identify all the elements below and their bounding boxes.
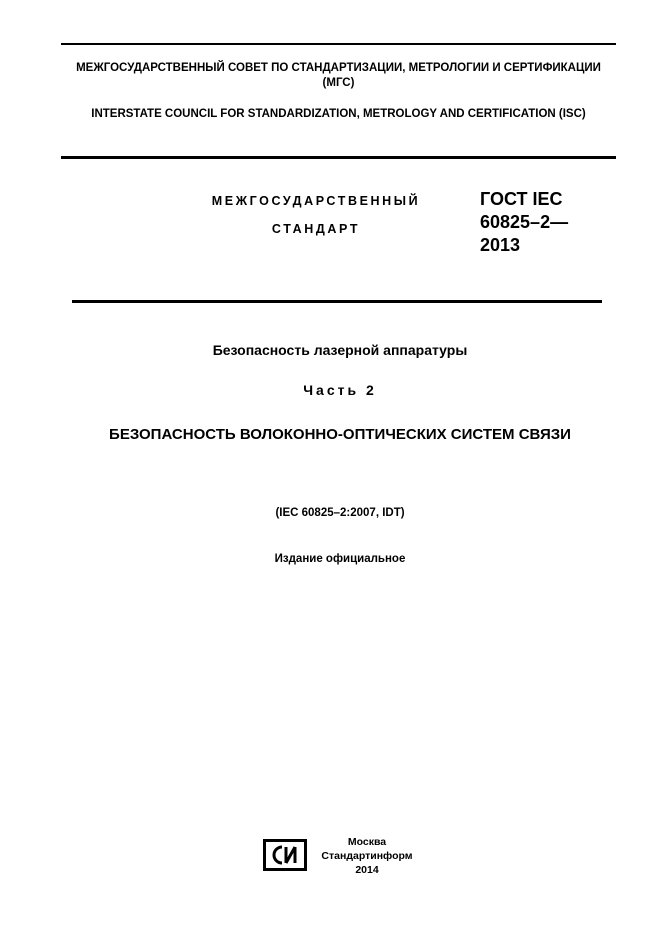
standard-designation [480, 188, 620, 257]
council-name-en: INTERSTATE COUNCIL FOR STANDARDIZATION, METROLOGY AND CERTIFICATION (ISC) [91, 108, 586, 120]
designation-line1: ГОСТ IEC [480, 189, 563, 209]
top-rule [61, 43, 616, 45]
council-name-ru: МЕЖГОСУДАРСТВЕННЫЙ СОВЕТ ПО СТАНДАРТИЗАЦИИ, МЕТРОЛОГИИ И СЕРТИФИКАЦИИ (МГС) [76, 62, 601, 89]
publisher-block [312, 835, 422, 877]
standartinform-logo-icon [262, 838, 308, 872]
standard-type-line1: МЕЖГОСУДАРСТВЕННЫЙ [211, 194, 421, 208]
publisher-year: 2014 [355, 864, 379, 876]
edition-label: Издание официальное [274, 553, 406, 565]
designation-rule [72, 300, 602, 303]
document-subtitle: БЕЗОПАСНОСТЬ ВОЛОКОННО-ОПТИЧЕСКИХ СИСТЕМ СВЯЗИ [109, 426, 571, 443]
standard-type-line2: СТАНДАРТ [271, 222, 361, 236]
publisher-city: Москва [347, 836, 387, 848]
designation-line3: 2013 [480, 235, 521, 255]
document-part: Часть 2 [303, 382, 377, 398]
iec-reference: (IEC 60825–2:2007, IDT) [275, 507, 405, 519]
designation-line2: 60825–2— [480, 212, 569, 232]
header-rule [61, 156, 616, 159]
document-title: Безопасность лазерной аппаратуры [212, 342, 468, 358]
publisher-name: Стандартинформ [321, 850, 413, 862]
